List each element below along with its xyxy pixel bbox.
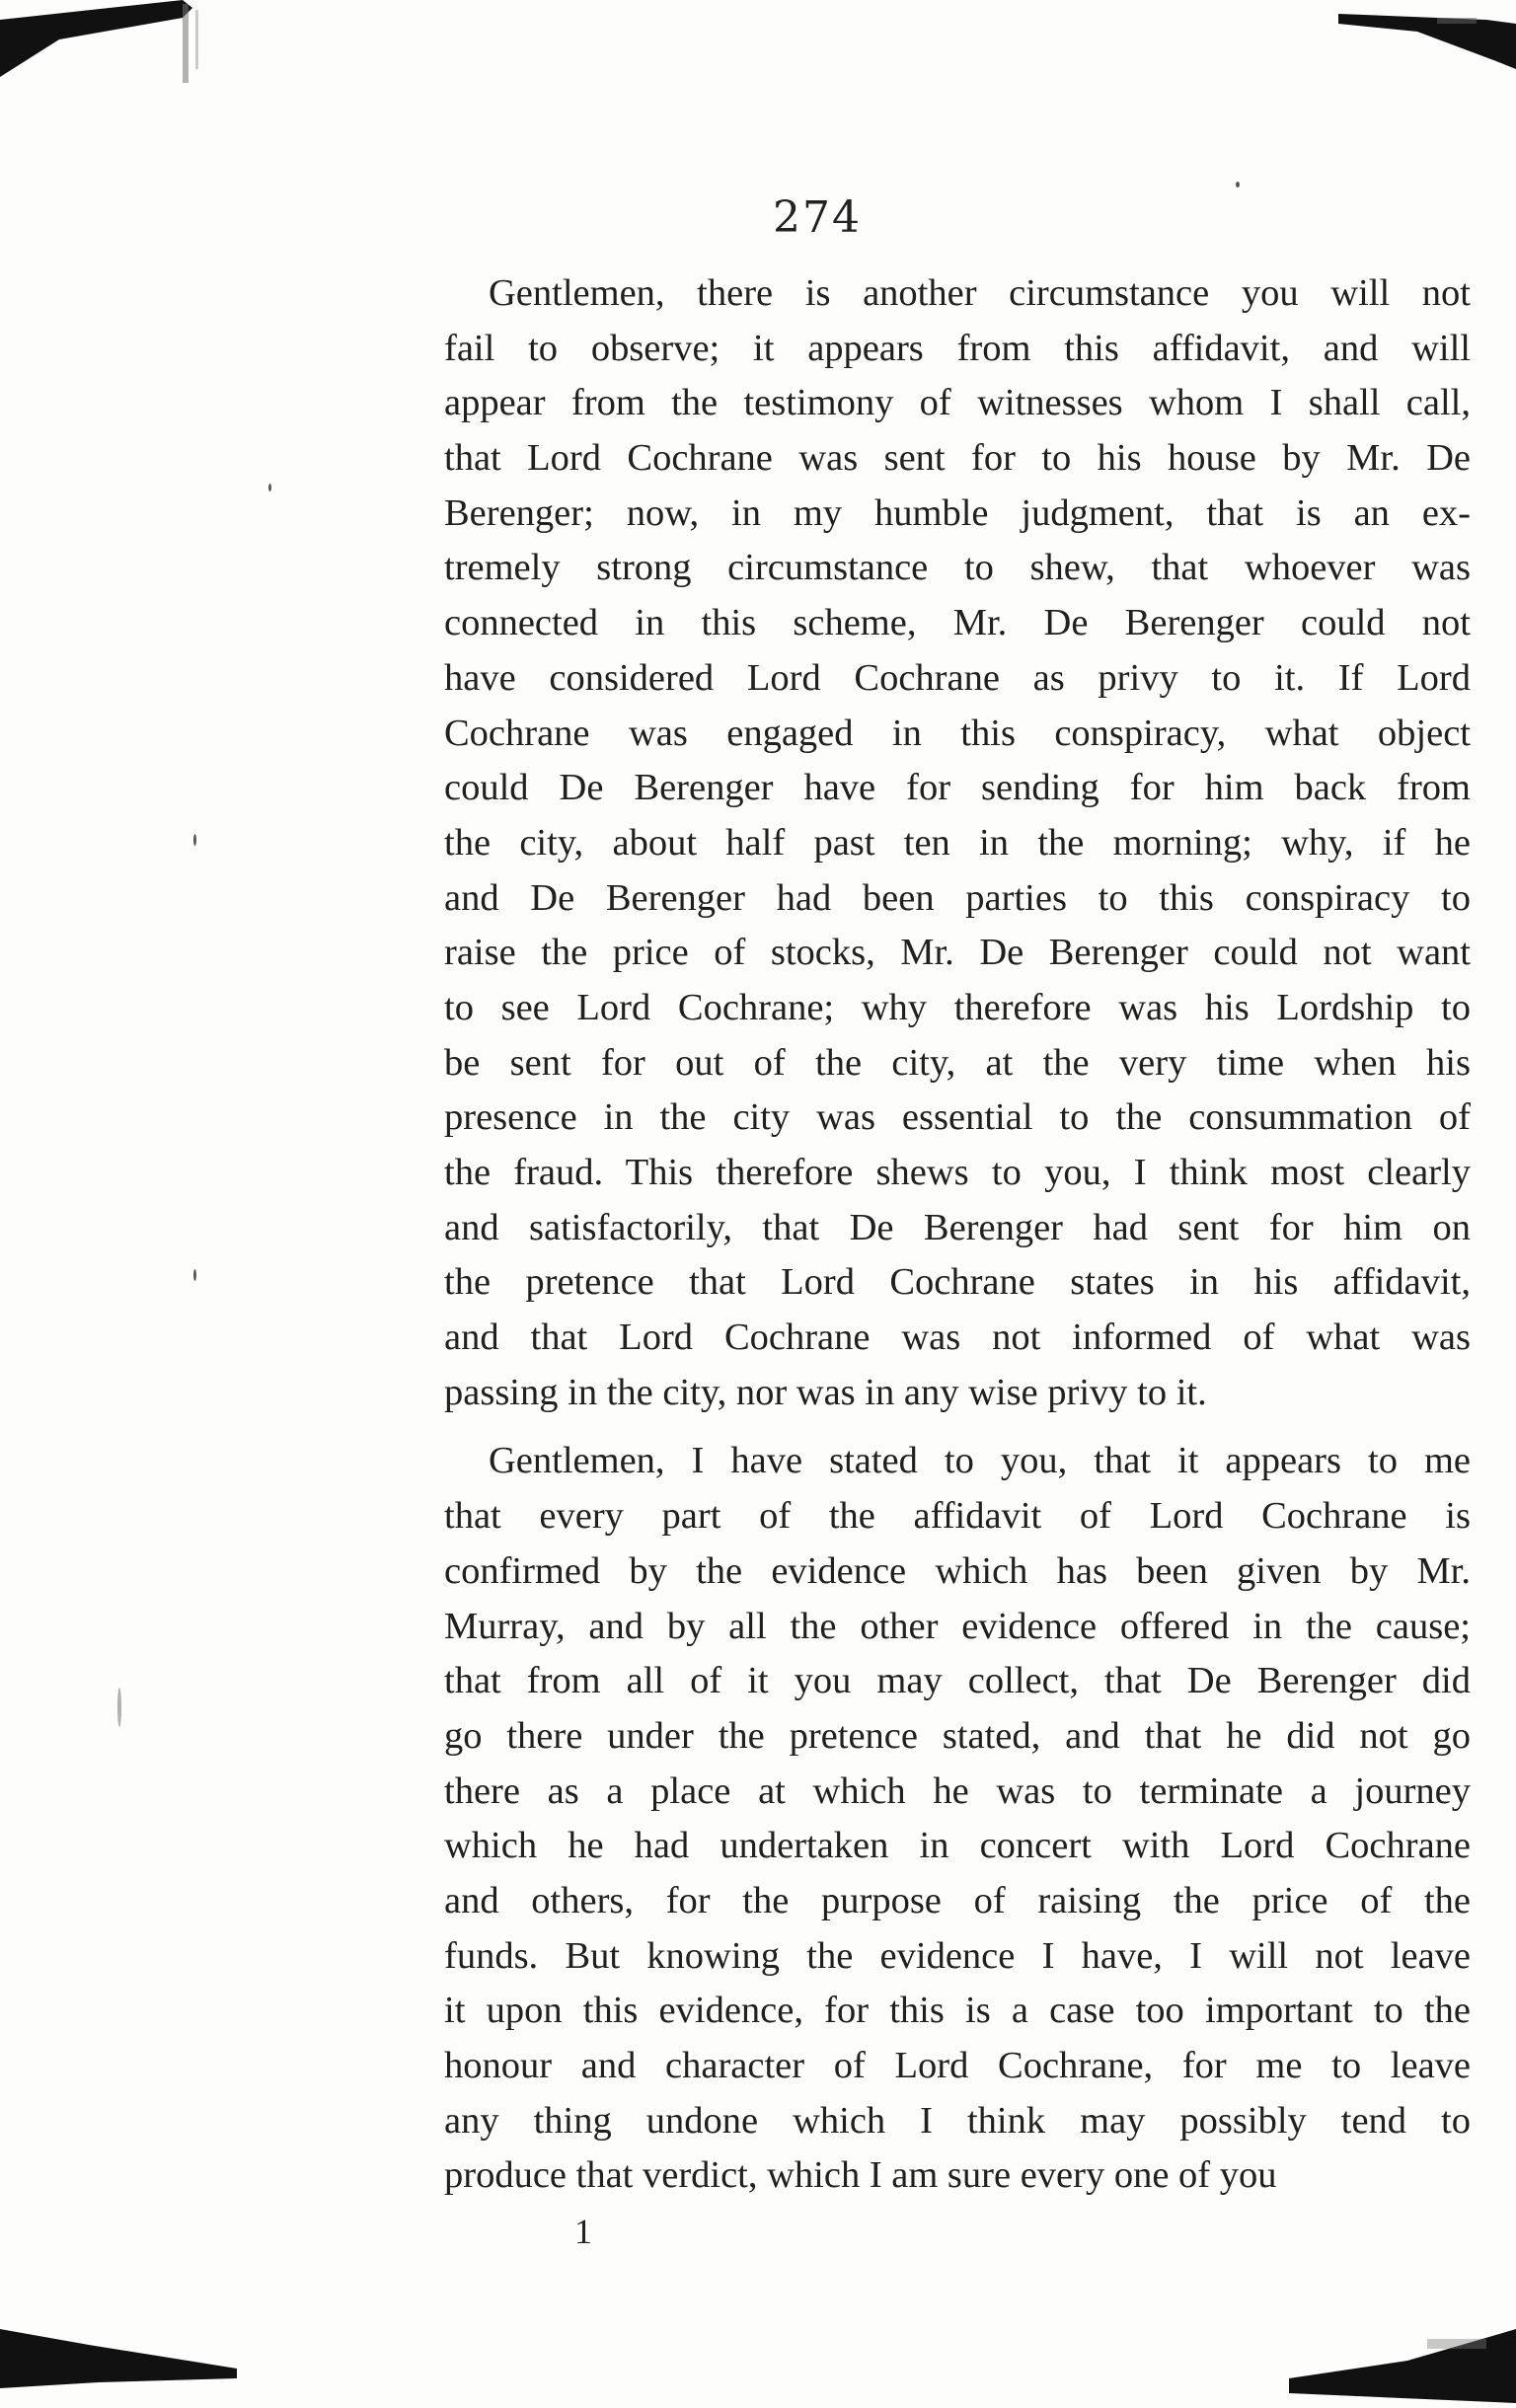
- text-line: that every part of the affidavit of Lord Cochrane is: [444, 1495, 1471, 1538]
- text-line: and satisfactorily, that De Berenger had sent for him on: [444, 1206, 1471, 1248]
- body-text: [444, 266, 1476, 2204]
- text-line: there as a place at which he was to terminate a journey: [444, 1769, 1471, 1812]
- dust-speck: [193, 834, 196, 846]
- text-line: the pretence that Lord Cochrane states in his affidavit,: [444, 1261, 1471, 1304]
- text-line: appear from the testimony of witnesses whom I shall call,: [444, 382, 1471, 424]
- signature-mark: 1: [574, 2212, 592, 2251]
- text-line: go there under the pretence stated, and that he did not go: [444, 1714, 1471, 1757]
- text-line: that from all of it you may collect, that De Berenger did: [444, 1660, 1471, 1702]
- paragraph: [444, 266, 1476, 1420]
- text-line: the city, about half past ten in the morning; why, if he: [444, 821, 1471, 864]
- text-line: Gentlemen, there is another circumstance you will not: [489, 272, 1471, 314]
- text-line: and others, for the purpose of raising the price of the: [444, 1879, 1471, 1921]
- text-line: the fraud. This therefore shews to you, I think most clearly: [444, 1152, 1471, 1193]
- scan-edge-mark-top-left: [0, 0, 207, 84]
- text-line: any thing undone which I think may possibly tend to: [444, 2099, 1471, 2142]
- text-line: Berenger; now, in my humble judgment, that is an ex-: [444, 491, 1471, 534]
- scan-edge-mark-bottom-right: [1289, 2309, 1516, 2408]
- text-line: which he had undertaken in concert with Lord Cochrane: [444, 1825, 1471, 1867]
- text-line: could De Berenger have for sending for him back from: [444, 767, 1471, 809]
- text-line: Murray, and by all the other evidence offered in the cause;: [444, 1605, 1471, 1647]
- text-line: it upon this evidence, for this is a case too important to the: [444, 1990, 1471, 2032]
- text-line: presence in the city was essential to the consummation of: [444, 1096, 1471, 1139]
- text-line: tremely strong circumstance to shew, that whoever was: [444, 547, 1471, 589]
- text-line: honour and character of Lord Cochrane, for me to leave: [444, 2045, 1471, 2086]
- dust-speck: [268, 484, 271, 491]
- text-line: funds. But knowing the evidence I have, I will not leave: [444, 1934, 1471, 1977]
- text-line: and De Berenger had been parties to this conspiracy to: [444, 876, 1471, 919]
- text-line: connected in this scheme, Mr. De Berenger could not: [444, 602, 1471, 644]
- dust-speck: [117, 1688, 121, 1727]
- dust-speck: [193, 1269, 196, 1281]
- dust-speck: [1236, 182, 1240, 188]
- text-line: be sent for out of the city, at the very time when his: [444, 1041, 1471, 1084]
- paragraph-gap: [444, 1420, 1476, 1434]
- text-line: passing in the city, nor was in any wise privy to it.: [444, 1371, 1207, 1413]
- text-line: Cochrane was engaged in this conspiracy, what object: [444, 712, 1471, 754]
- scan-edge-mark-bottom-left: [0, 2319, 237, 2408]
- text-line: confirmed by the evidence which has been given by Mr.: [444, 1549, 1471, 1592]
- text-line: have considered Lord Cochrane as privy to it. If Lord: [444, 656, 1471, 699]
- page-number: 274: [773, 192, 862, 243]
- text-line: Gentlemen, I have stated to you, that it appears to me: [489, 1440, 1471, 1482]
- text-line: to see Lord Cochrane; why therefore was his Lordship to: [444, 986, 1471, 1028]
- text-line: fail to observe; it appears from this affidavit, and will: [444, 327, 1471, 369]
- text-line: and that Lord Cochrane was not informed of what was: [444, 1317, 1471, 1359]
- text-line: that Lord Cochrane was sent for to his house by Mr. De: [444, 437, 1471, 480]
- text-line: produce that verdict, which I am sure every one of you: [444, 2154, 1277, 2197]
- paragraph: [444, 1434, 1476, 2204]
- text-line: raise the price of stocks, Mr. De Berenger could not want: [444, 932, 1471, 974]
- scan-edge-mark-top-right: [1338, 0, 1516, 79]
